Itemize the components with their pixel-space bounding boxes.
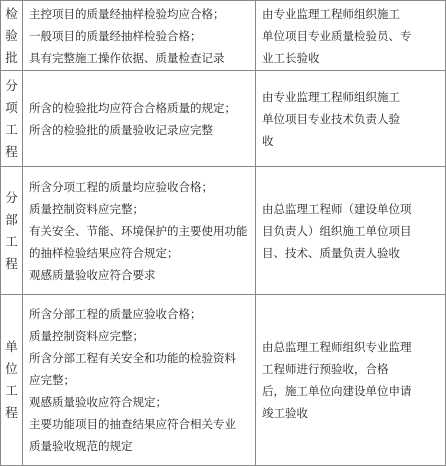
acceptance-cell xyxy=(256,295,446,466)
level-char: 程 xyxy=(5,405,18,420)
requirement-line: 所含分部工程有关安全和功能的检验资料 xyxy=(29,351,236,365)
requirements-cell xyxy=(23,167,256,295)
requirement-line: 所含分部工程的质量应验收合格； xyxy=(29,307,202,321)
requirements-cell xyxy=(23,71,256,167)
table-row xyxy=(1,71,446,167)
acceptance-line: 单位项目专业质量检验员、专 xyxy=(262,28,412,43)
level-cell xyxy=(1,295,23,466)
level-char: 项 xyxy=(5,99,18,115)
requirement-line: 所含的检验批均应符合合格质量的规定； xyxy=(29,100,236,115)
requirement-line: 有关安全、节能、环境保护的主要使用功能 xyxy=(29,223,248,238)
acceptance-line: 由总监理工程师组织专业监理 xyxy=(262,340,412,354)
level-char: 部 xyxy=(5,211,18,227)
requirement-line: 主控项目的质量经抽样检验均应合格； xyxy=(29,6,225,21)
level-char: 位 xyxy=(5,361,18,376)
level-char: 工 xyxy=(5,383,18,398)
acceptance-cell xyxy=(256,1,446,71)
requirement-line: 所含的检验批的质量验收记录应完整 xyxy=(29,122,213,137)
requirement-line: 的抽样检验结果应符合规定； xyxy=(29,245,179,260)
level-cell xyxy=(1,71,23,167)
acceptance-line: 收 xyxy=(262,133,274,148)
requirement-line: 具有完整施工操作依据、质量检查记录 xyxy=(29,50,225,65)
requirement-line: 观感质量验收应符合规定； xyxy=(29,395,167,409)
table-row xyxy=(1,1,446,71)
requirement-line: 一般项目的质量经抽样检验合格； xyxy=(29,28,202,43)
acceptance-line: 竣工验收 xyxy=(262,406,308,420)
level-char: 单 xyxy=(5,339,18,354)
acceptance-line: 业工长验收 xyxy=(262,50,320,65)
acceptance-line: 由总监理工程师（建设单位项 xyxy=(262,201,412,216)
level-char: 分 xyxy=(5,189,18,205)
acceptance-cell xyxy=(256,71,446,167)
requirement-line: 应完整； xyxy=(29,373,75,387)
acceptance-line: 由专业监理工程师组织施工 xyxy=(262,6,400,21)
level-char: 工 xyxy=(5,233,18,249)
requirements-cell xyxy=(23,295,256,466)
level-char: 批 xyxy=(5,49,18,65)
acceptance-line: 目、技术、质量负责人验收 xyxy=(262,245,400,260)
requirements-cell xyxy=(23,1,256,71)
acceptance-line: 后，施工单位向建设单位申请 xyxy=(262,384,412,398)
level-char: 工 xyxy=(5,121,18,137)
level-char: 验 xyxy=(5,27,18,43)
requirement-line: 质量控制资料应完整； xyxy=(29,201,144,216)
acceptance-line: 单位项目专业技术负责人验 xyxy=(262,111,400,126)
acceptance-cell xyxy=(256,167,446,295)
requirement-line: 主要功能项目的抽查结果应符合相关专业 xyxy=(29,417,236,431)
requirement-line: 所含分项工程的质量均应验收合格； xyxy=(29,179,213,194)
level-cell xyxy=(1,167,23,295)
table-row xyxy=(1,167,446,295)
requirement-line: 质量验收规范的规定 xyxy=(29,439,133,453)
acceptance-line: 由专业监理工程师组织施工 xyxy=(262,89,400,104)
level-char: 分 xyxy=(5,77,18,93)
level-char: 检 xyxy=(5,5,18,21)
level-char: 程 xyxy=(5,143,18,159)
requirement-line: 观感质量验收应符合要求 xyxy=(29,267,156,282)
level-char: 程 xyxy=(5,255,18,271)
requirement-line: 质量控制资料应完整； xyxy=(29,329,144,343)
acceptance-line: 工程师进行预验收，合格 xyxy=(262,362,389,376)
level-cell xyxy=(1,1,23,71)
acceptance-line: 目负责人）组织施工单位项目 xyxy=(262,223,412,238)
table-row xyxy=(1,295,446,466)
